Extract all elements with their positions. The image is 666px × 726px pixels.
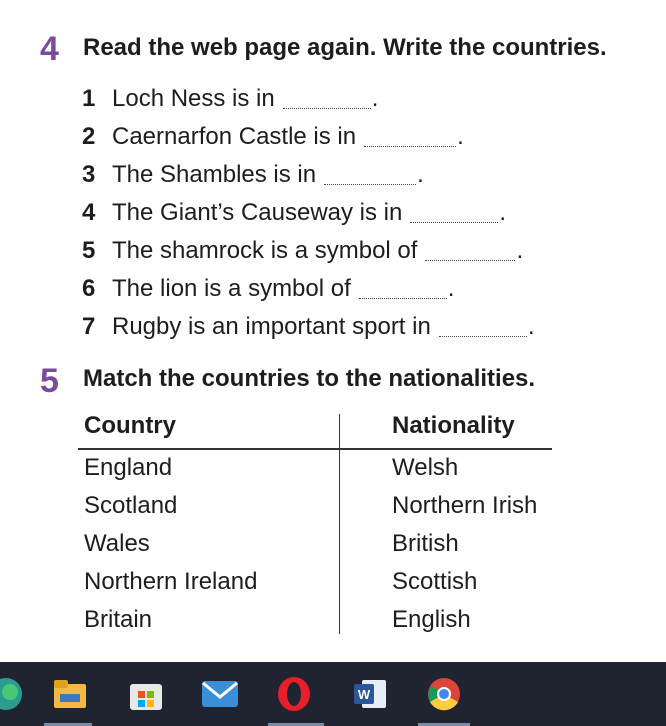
country-cell: Northern Ireland: [84, 568, 258, 595]
edge-icon[interactable]: [0, 674, 26, 714]
table-row: [78, 450, 552, 488]
list-item: [82, 270, 535, 308]
opera-icon[interactable]: [274, 674, 314, 714]
item-number: 1: [82, 85, 96, 112]
answer-blank[interactable]: [425, 242, 515, 261]
table-row: [78, 488, 552, 526]
exercise-4-title: Read the web page again. Write the countries.: [83, 34, 607, 61]
item-number: 5: [82, 237, 96, 264]
item-text: Rugby is an important sport in: [112, 313, 431, 340]
answer-blank[interactable]: [364, 128, 456, 147]
exercise-4-list: [82, 80, 535, 346]
list-item: [82, 194, 535, 232]
microsoft-store-icon[interactable]: [126, 674, 166, 714]
header-nationality: Nationality: [392, 412, 515, 439]
item-end: .: [417, 161, 424, 188]
nationality-cell: Welsh: [392, 454, 459, 481]
item-end: .: [516, 237, 524, 264]
country-cell: Britain: [84, 606, 153, 633]
nationality-cell: Scottish: [392, 568, 478, 595]
item-text: Caernarfon Castle is in: [112, 123, 357, 150]
item-text: The shamrock is a symbol of: [112, 237, 418, 264]
country-cell: Wales: [84, 530, 150, 557]
country-cell: England: [84, 454, 173, 481]
list-item: [82, 232, 535, 270]
item-number: 2: [82, 123, 96, 150]
nationality-cell: English: [392, 606, 471, 633]
table-row: [78, 526, 552, 564]
item-end: .: [371, 85, 379, 112]
item-number: 7: [82, 313, 96, 340]
exercise-5-number: 5: [40, 362, 59, 400]
nationality-cell: British: [392, 530, 459, 557]
exercise-5-title: Match the countries to the nationalities.: [83, 365, 536, 392]
answer-blank[interactable]: [324, 166, 416, 185]
country-cell: Scotland: [84, 492, 178, 519]
item-number: 3: [82, 161, 96, 188]
item-number: 6: [82, 275, 96, 302]
taskbar: [0, 662, 666, 726]
item-end: .: [457, 123, 464, 150]
answer-blank[interactable]: [359, 280, 447, 299]
header-country: Country: [84, 412, 176, 439]
file-explorer-icon[interactable]: [50, 674, 90, 714]
answer-blank[interactable]: [283, 90, 371, 109]
item-text: The Shambles is in: [112, 161, 317, 188]
item-number: 4: [82, 199, 96, 226]
item-text: The lion is a symbol of: [112, 275, 351, 302]
item-end: .: [527, 313, 535, 340]
list-item: [82, 156, 535, 194]
item-text: Loch Ness is in: [112, 85, 275, 112]
list-item: [82, 308, 535, 346]
exercise-4-number: 4: [40, 30, 59, 68]
item-text: The Giant’s Causeway is in: [112, 199, 403, 226]
table-row: [78, 602, 552, 640]
mail-icon[interactable]: [200, 674, 240, 714]
item-end: .: [499, 199, 507, 226]
table-row: [78, 564, 552, 602]
table-header: [78, 412, 552, 450]
list-item: [82, 118, 535, 156]
nationality-cell: Northern Irish: [392, 492, 538, 519]
countries-nationalities-table: [78, 412, 552, 640]
item-end: .: [447, 275, 455, 302]
word-icon[interactable]: [350, 674, 390, 714]
list-item: [82, 80, 535, 118]
chrome-icon[interactable]: [424, 674, 464, 714]
answer-blank[interactable]: [410, 204, 498, 223]
answer-blank[interactable]: [439, 318, 527, 337]
svg-text:W: W: [357, 687, 371, 702]
